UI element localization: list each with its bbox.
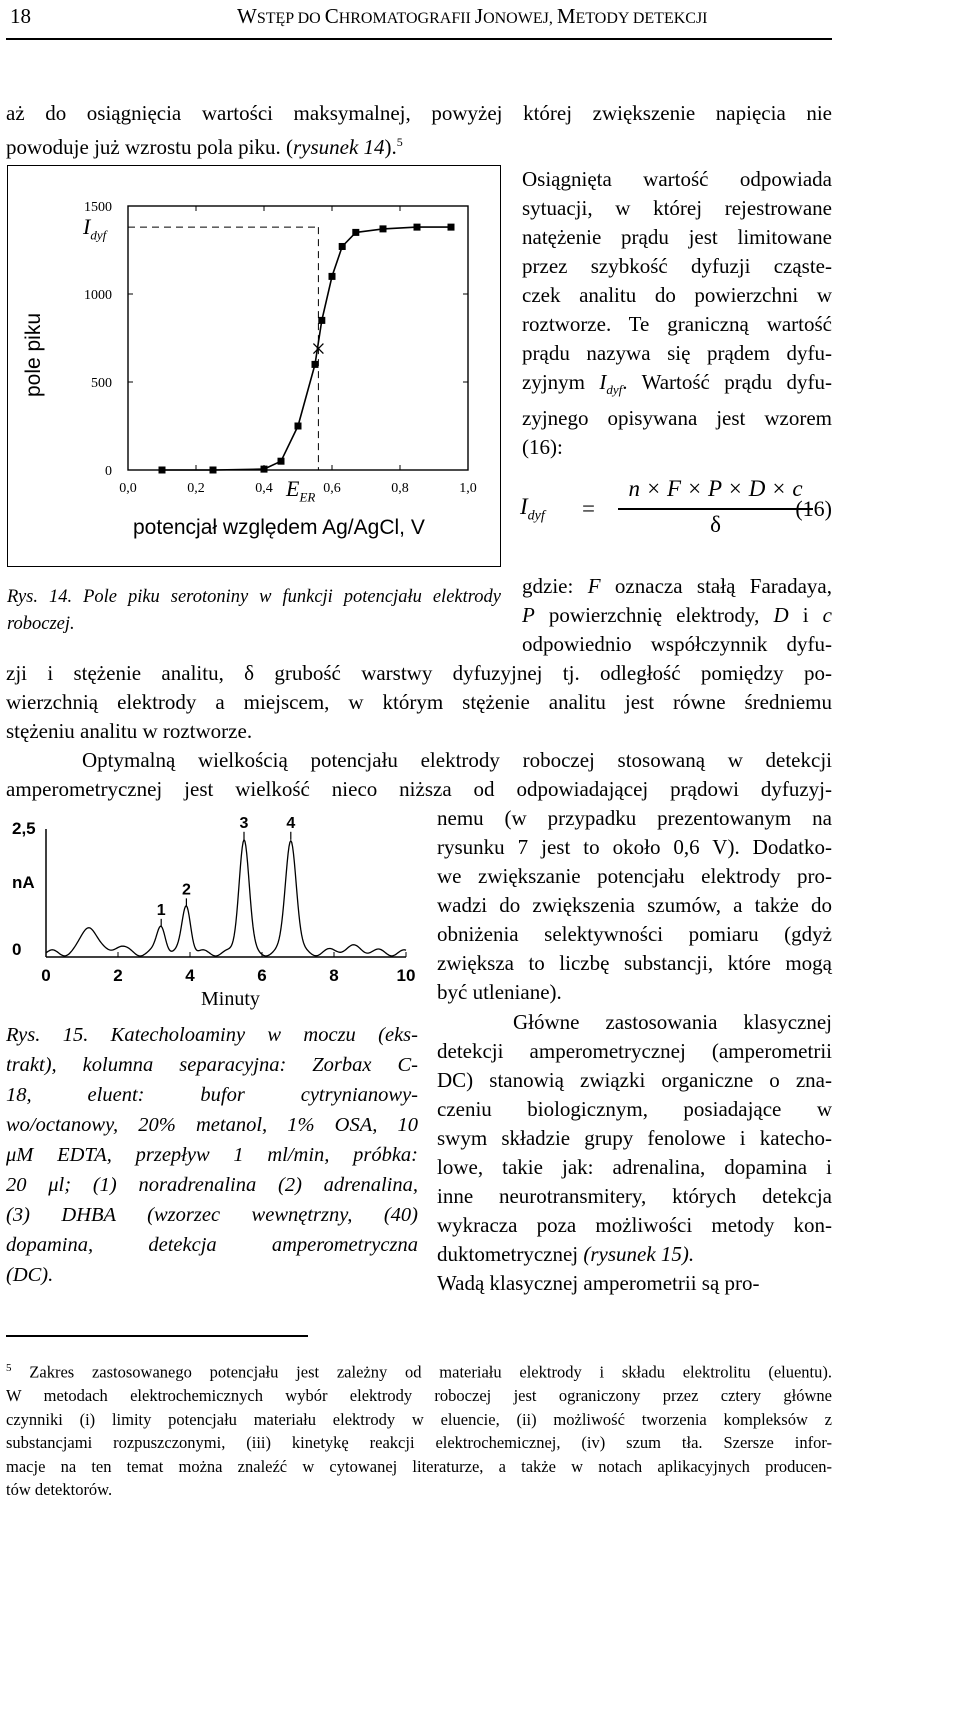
y-tick-label: 2,5 [12, 819, 36, 838]
x-tick-label: 2 [113, 966, 123, 985]
data-point [210, 467, 217, 474]
paragraph-optimal-potential: Optymalną wielkością potencjału elektrody roboczej stosowaną w detekcji amperometrycznej jest wielkość nieco niższa od odpowiadającej prądowi dyfuzyj- [6, 748, 832, 801]
x-axis-label: Minuty [201, 988, 260, 1010]
plot-frame [128, 206, 468, 470]
data-point [295, 423, 302, 430]
y-tick-label: 1000 [84, 288, 112, 303]
y-tick-label: 1500 [84, 200, 112, 215]
x-tick-label: 4 [185, 966, 195, 985]
equation-equals: = [582, 496, 595, 521]
data-point [261, 466, 268, 473]
x-tick-label: 0,4 [255, 481, 273, 496]
x-tick-label: 0 [41, 966, 51, 985]
figure-15 [6, 815, 418, 1015]
header-part: CHROMATOGRAFII [324, 4, 475, 28]
equation-lhs: $I_{dyf}$ [520, 494, 545, 524]
chromatogram-trace [46, 840, 406, 956]
figure-14-caption: Rys. 14. Pole piku serotoniny w funkcji potencjału elektrody roboczej. [7, 587, 501, 634]
data-point [339, 243, 346, 250]
x-tick-label: 8 [329, 966, 339, 985]
fitted-curve [162, 227, 451, 470]
header-part: METODY DETEKCJI [556, 4, 708, 28]
x-tick-label: 0,0 [119, 481, 137, 496]
gdzie-text: gdzie: F oznacza stałą Faradaya, P powierzchnię elektrody, D i c odpowiednio współczynnik dyfu- [522, 574, 832, 656]
data-point [278, 458, 285, 465]
data-point [312, 361, 319, 368]
footnote-rule [6, 1335, 308, 1337]
data-point [329, 273, 336, 280]
right-column-text-1: Osiągnięta wartość odpowiada sytuacji, w której rejestrowane natężenie prądu jest limitowane przez szybkość dyfuzji cząste- czek analitu do powierzchni w roztworze. Te graniczną wartość prądu nazywa się prądem dyfu- zyjnym $I_{dyf}$. Wartość prądu dyfu- zyjnego opisywana jest wzorem (16): [522, 167, 832, 460]
peak-label: 1 [156, 901, 166, 919]
y-tick-label: 0 [105, 464, 112, 479]
paragraph-diffusion: zji i stężenie analitu, δ grubość warstwy dyfuzyjnej tj. odległość pomiędzy po- wierzchnią elektrody a miejscem, w którym stężenie analitu jest równe średniemu stężeniu analitu w roztworze. [6, 661, 832, 743]
equation-numerator: n × F × P × D × c [628, 476, 803, 501]
footnote: $^5$ Zakres zastosowanego potencjału jest zależny od materiału elektrody i składu elektrolitu (eluentu). W metodach elektrochemicznych wybór elektrody roboczej jest ograniczony przez cztery główne czynniki (i) limity potencjału materiału elektrody w eluencie, (ii) możliwość tworzenia kompleksów z substancjami rozpuszczonymi, (iii) kinetykę reakcji elektrochemicznej, (iv) szum tła. Szersze infor- macje na ten temat można znaleźć w cytowanej literaturze, a także w notach aplikacyjnych producen- tów detektorów. [6, 1362, 833, 1499]
data-point [159, 467, 166, 474]
figure-15-caption: Rys. 15. Katecholoaminy w moczu (eks- trakt), kolumna separacyjna: Zorbax C- 18, eluent: bufor cytrynianowy- wo/octanowy, 20% metanol, 1% OSA, 10 μM EDTA, przepływ 1 ml/min, próbka: 20 μl; (1) noradrenalina (2) adrenalina, (3) DHBA (wzorzec wewnętrzny, (40) dopamina, detekcja amperometryczna (DC). [6, 1024, 418, 1286]
data-point [352, 229, 359, 236]
y-tick-label: 0 [12, 940, 22, 959]
x-axis-label: potencjał względem Ag/AgCl, V [133, 516, 425, 539]
i-dyf-label: $I_{dyf}$ [83, 214, 107, 243]
y-tick-label: 500 [91, 376, 112, 391]
data-point [380, 225, 387, 232]
e-er-label: $E_{ER}$ [286, 476, 316, 505]
x-tick-label: 0,8 [391, 481, 409, 496]
data-point [414, 224, 421, 231]
header-part: JONOWEJ, [474, 4, 557, 28]
equation-number: (16) [795, 496, 832, 521]
peak-label: 4 [286, 815, 296, 832]
x-tick-label: 0,2 [187, 481, 205, 496]
x-tick-label: 1,0 [459, 481, 477, 496]
figure-14 [7, 165, 501, 567]
x-tick-label: 0,6 [323, 481, 341, 496]
equation-denominator: δ [710, 512, 721, 537]
footnote-ref[interactable]: 5 [396, 135, 403, 149]
header-part: WSTĘP DO [237, 4, 325, 28]
equation-16 [520, 474, 832, 544]
page-number: 18 [10, 4, 31, 28]
header-rule [6, 38, 832, 40]
peak-label: 3 [239, 815, 249, 832]
peak-label: 2 [181, 881, 191, 899]
fraction-bar [618, 508, 813, 510]
x-tick-label: 6 [257, 966, 267, 985]
y-unit-label: nA [12, 872, 35, 892]
running-header [237, 4, 708, 29]
intro-paragraph: aż do osiągnięcia wartości maksymalnej, powyżej której zwiększenie napięcia nie powoduje już wzrostu pola piku. (rysunek 14).$^5$ [6, 101, 832, 159]
data-point [318, 317, 325, 324]
x-tick-label: 10 [396, 966, 416, 985]
figure-15-chart [6, 815, 418, 1015]
y-axis-label: pole piku [22, 312, 45, 398]
right-column-text-3: Główne zastosowania klasycznej detekcji amperometrycznej (amperometrii DC) stanowią związki organiczne o zna- czeniu biologicznym, posiadające w swym składzie grupy fenolowe i katecho- lowe, takie jak: adrenalina, dopamina i inne neurotransmitery, których detekcja wykracza poza możliwości metody kon- duktometrycznej (rysunek 15). Wadą klasycznej amperometrii są pro- [437, 1010, 832, 1295]
data-point [448, 224, 455, 231]
right-column-text-2: nemu (w przypadku prezentowanym na rysunku 7 jest to około 0,6 V). Dodatko- we zwiększanie potencjału elektrody pro- wadzi do zwiększenia szumów, a także do obniżenia selektywności pomiaru (gdyż zwiększa to liczbę substancji, które mogą być utleniane). [437, 806, 832, 1004]
